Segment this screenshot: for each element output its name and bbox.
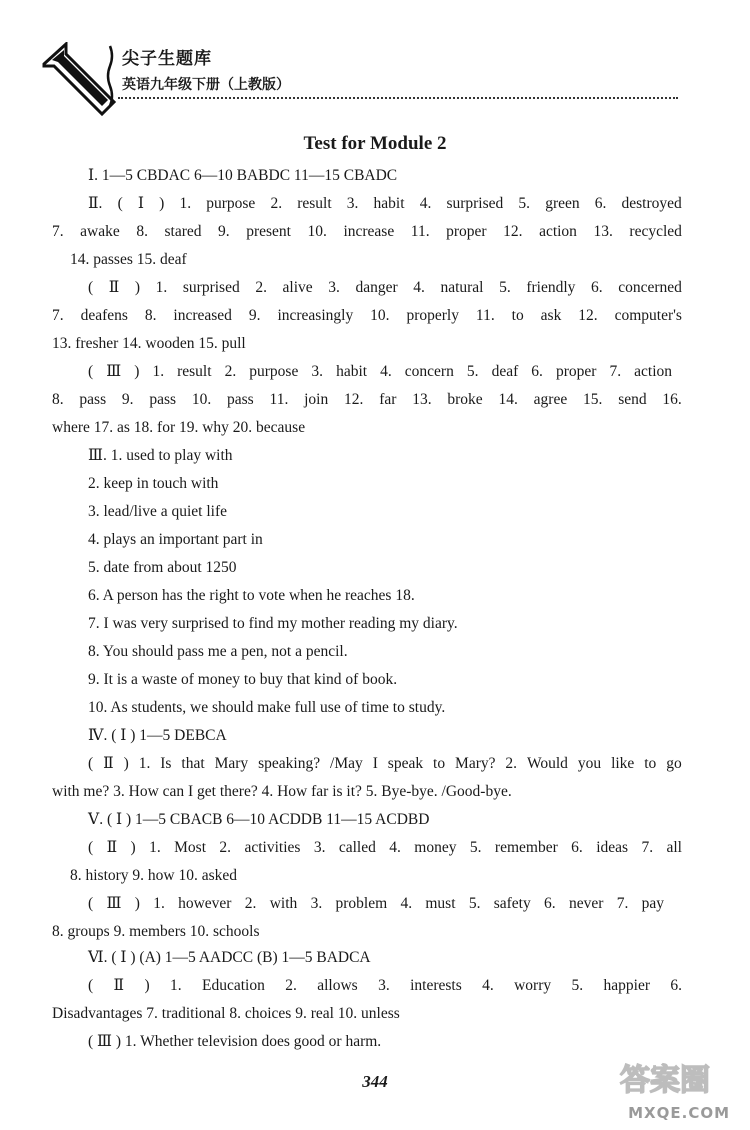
answer-line: 8. history 9. how 10. asked — [70, 867, 238, 884]
answer-line: 3. lead/live a quiet life — [88, 503, 228, 520]
answer-line: Ⅱ. ( Ⅰ ) 1. purpose 2. result 3. habit 4. surprised 5. green 6. destroyed — [88, 195, 682, 212]
page-number: 344 — [362, 1072, 388, 1091]
answer-line: ( Ⅱ ) 1. Education 2. allows 3. interests 4. worry 5. happier 6. — [88, 977, 682, 994]
answer-line: 14. passes 15. deaf — [70, 251, 187, 268]
answer-line: Ⅲ. 1. used to play with — [88, 447, 233, 464]
answer-line: Ⅳ. ( Ⅰ ) 1—5 DEBCA — [88, 727, 227, 744]
answer-line: 13. fresher 14. wooden 15. pull — [52, 335, 246, 352]
answer-line: 5. date from about 1250 — [88, 559, 237, 576]
answer-line: 4. plays an important part in — [88, 531, 263, 548]
answer-line: 7. I was very surprised to find my mother reading my diary. — [88, 615, 458, 632]
book-series-title: 尖子生题库 — [122, 49, 212, 69]
answer-line: ( Ⅱ ) 1. Most 2. activities 3. called 4. money 5. remember 6. ideas 7. all — [88, 839, 682, 856]
page-title: Test for Module 2 — [303, 133, 447, 154]
answer-line: 7. deafens 8. increased 9. increasingly 10. properly 11. to ask 12. computer's — [52, 307, 682, 324]
answer-line: 8. You should pass me a pen, not a pencil. — [88, 643, 348, 660]
answer-line: Ⅴ. ( Ⅰ ) 1—5 CBACB 6—10 ACDDB 11—15 ACDBD — [88, 811, 430, 828]
arrow-logo-icon — [40, 42, 120, 118]
header-divider — [118, 97, 678, 99]
answer-line: 10. As students, we should make full use of time to study. — [88, 699, 446, 716]
answer-line: 8. groups 9. members 10. schools — [52, 923, 260, 940]
answer-line: ( Ⅱ ) 1. Is that Mary speaking? /May I speak to Mary? 2. Would you like to go — [88, 755, 682, 772]
answer-line: ( Ⅱ ) 1. surprised 2. alive 3. danger 4. natural 5. friendly 6. concerned — [88, 279, 682, 296]
answer-line: Ⅰ. 1—5 CBDAC 6—10 BABDC 11—15 CBADC — [88, 167, 398, 184]
answer-line: 7. awake 8. stared 9. present 10. increase 11. proper 12. action 13. recycled — [52, 223, 682, 240]
svg-text:答案圈: 答案圈 — [620, 1063, 710, 1098]
answer-line: with me? 3. How can I get there? 4. How far is it? 5. Bye-bye. /Good-bye. — [52, 783, 512, 800]
watermark-text: MXQE.COM — [628, 1104, 730, 1122]
answer-line: Disadvantages 7. traditional 8. choices 9. real 10. unless — [52, 1005, 400, 1022]
answer-line: 9. It is a waste of money to buy that kind of book. — [88, 671, 398, 688]
answer-line: ( Ⅲ ) 1. Whether television does good or harm. — [88, 1033, 382, 1050]
answer-line: 6. A person has the right to vote when he reaches 18. — [88, 587, 415, 604]
answer-line: where 17. as 18. for 19. why 20. because — [52, 419, 306, 436]
answer-line: Ⅵ. ( Ⅰ ) (A) 1—5 AADCC (B) 1—5 BADCA — [88, 949, 371, 966]
book-subtitle: 英语九年级下册（上教版） — [122, 77, 290, 93]
answer-line: ( Ⅲ ) 1. however 2. with 3. problem 4. must 5. safety 6. never 7. pay — [88, 895, 664, 912]
answer-line: 2. keep in touch with — [88, 475, 219, 492]
answer-line: ( Ⅲ ) 1. result 2. purpose 3. habit 4. concern 5. deaf 6. proper 7. action — [88, 363, 672, 380]
answer-line: 8. pass 9. pass 10. pass 11. join 12. far 13. broke 14. agree 15. send 16. — [52, 391, 682, 408]
